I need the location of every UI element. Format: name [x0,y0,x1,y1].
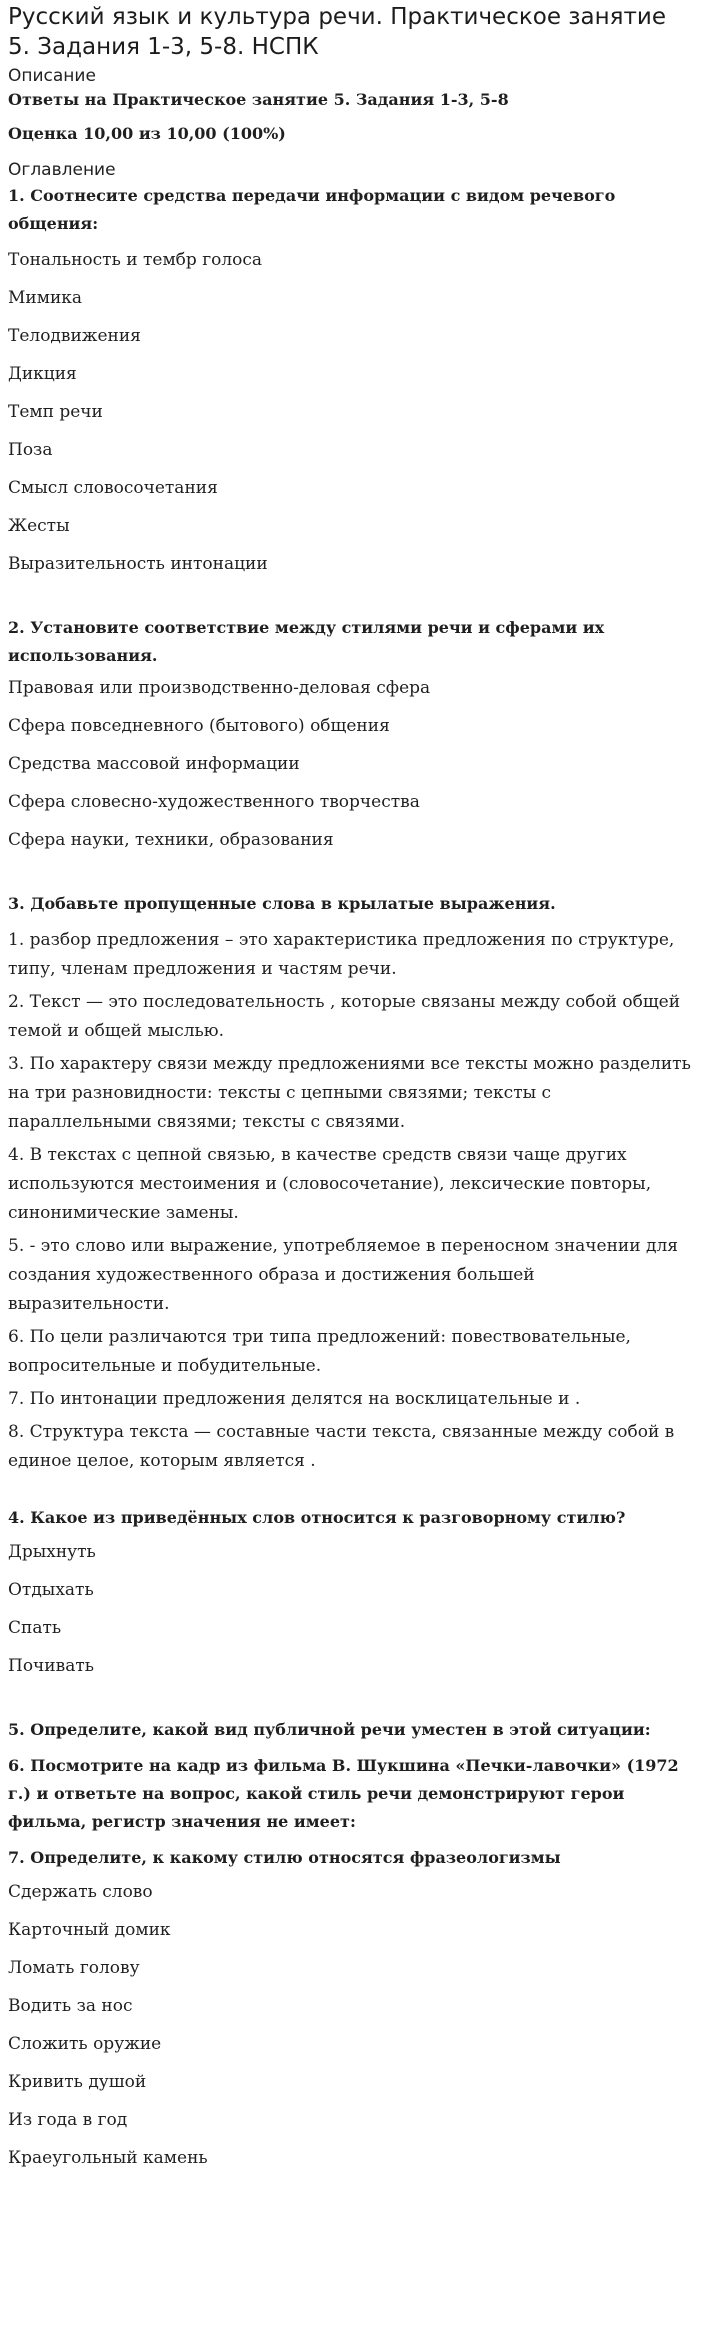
list-item: Сфера науки, техники, образования [8,830,334,850]
question-2-title: 2. Установите соответствие между стилями речи и сферами их использования. [8,618,605,665]
page [0,2,701,2170]
spacer [8,1480,693,1504]
question-7-title: 7. Определите, к какому стилю относятся фразеологизмы [8,1848,561,1867]
list-item: Из года в год [8,2110,128,2130]
question-2-options [8,676,693,852]
list-item: 7. По интонации предложения делятся на восклицательные и . [8,1389,581,1409]
question-6-title: 6. Посмотрите на кадр из фильма В. Шукшина «Печки-лавочки» (1972 г.) и ответьте на вопрос, какой стиль речи демонстрируют герои фильма, регистр значения не имеет: [8,1756,679,1831]
list-item: Выразительность интонации [8,554,268,574]
list-item: Темп речи [8,402,103,422]
list-item: Мимика [8,288,83,308]
list-item: Тональность и тембр голоса [8,250,263,270]
list-item: 2. Текст — это последовательность , которые связаны между собой общей темой и общей мыслью. [8,992,681,1041]
list-item: Смысл словосочетания [8,478,218,498]
list-item: Ломать голову [8,1958,140,1978]
list-item: Средства массовой информации [8,754,300,774]
description-text: Ответы на Практическое занятие 5. Задания 1-3, 5-8 [8,90,509,109]
list-item: Кривить душой [8,2072,147,2092]
list-item: Поза [8,440,53,460]
question-3-items [8,926,693,1476]
question-1-options [8,248,693,576]
list-item: 1. разбор предложения – это характеристика предложения по структуре, типу, членам предложения и частям речи. [8,930,675,979]
list-item: Сфера словесно-художественного творчества [8,792,420,812]
list-item: Сдержать слово [8,1882,153,1902]
list-item: Почивать [8,1656,94,1676]
list-item: Жесты [8,516,70,536]
list-item: 8. Структура текста — составные части текста, связанные между собой в единое целое, которым является . [8,1422,675,1471]
list-item: Водить за нос [8,1996,133,2016]
page-title: Русский язык и культура речи. Практическое занятие 5. Задания 1-3, 5-8. НСПК [8,4,666,60]
list-item: Сложить оружие [8,2034,162,2054]
list-item: 6. По цели различаются три типа предложений: повествовательные, вопросительные и побудительные. [8,1327,631,1376]
description-label: Описание [8,66,96,86]
spacer [8,1692,693,1716]
list-item: Телодвижения [8,326,141,346]
question-7-options [8,1880,693,2170]
list-item: 3. По характеру связи между предложениями все тексты можно разделить на три разновидности: тексты с цепными связями; тексты с параллельными связями; тексты с связями. [8,1054,691,1132]
list-item: Отдыхать [8,1580,94,1600]
list-item: 5. - это слово или выражение, употребляемое в переносном значении для создания художественного образа и достижения большей выразительности. [8,1236,678,1314]
question-4-options [8,1540,693,1678]
list-item: Дрыхнуть [8,1542,96,1562]
question-5-title: 5. Определите, какой вид публичной речи уместен в этой ситуации: [8,1720,651,1739]
list-item: Сфера повседневного (бытового) общения [8,716,390,736]
list-item: 4. В текстах с цепной связью, в качестве средств связи чаще других используются местоимения и (словосочетание), лексические повторы, синонимические замены. [8,1145,652,1223]
list-item: Краеугольный камень [8,2148,208,2168]
question-4-title: 4. Какое из приведённых слов относится к разговорному стилю? [8,1508,626,1527]
question-1-title: 1. Соотнесите средства передачи информации с видом речевого общения: [8,186,616,233]
list-item: Правовая или производственно-деловая сфера [8,678,431,698]
list-item: Спать [8,1618,62,1638]
spacer [8,590,693,614]
list-item: Дикция [8,364,77,384]
toc-label: Оглавление [8,160,116,180]
list-item: Карточный домик [8,1920,171,1940]
score-text: Оценка 10,00 из 10,00 (100%) [8,124,286,143]
spacer [8,866,693,890]
question-3-title: 3. Добавьте пропущенные слова в крылатые выражения. [8,894,556,913]
